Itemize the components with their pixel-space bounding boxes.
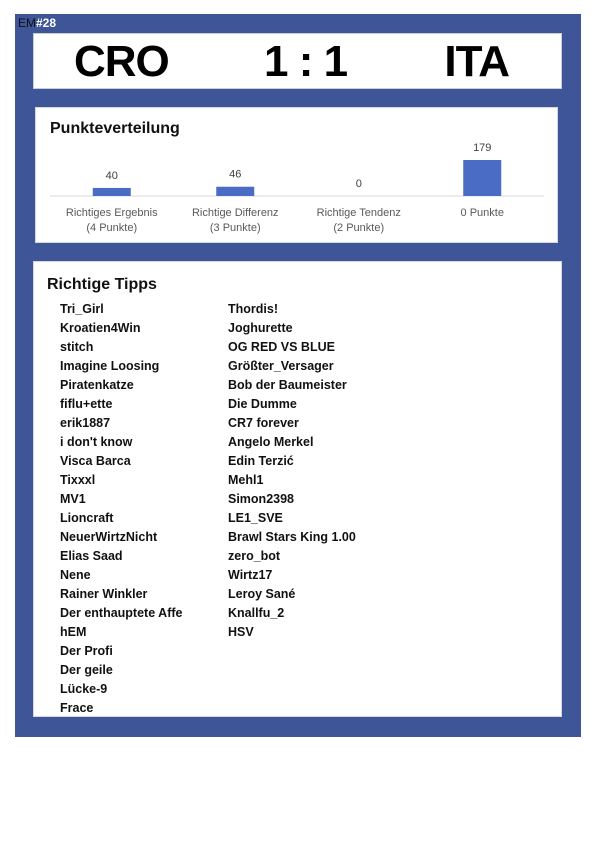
match-number-label: #28 <box>36 16 57 30</box>
tip-name: Kroatien4Win <box>60 321 141 335</box>
final-score: 1 : 1 <box>264 37 348 86</box>
match-prefix: EM <box>18 16 36 30</box>
tip-name: Wirtz17 <box>228 568 273 582</box>
chart-title: Punkteverteilung <box>50 120 180 137</box>
tip-name: CR7 forever <box>228 416 299 430</box>
tip-name: Piratenkatze <box>60 378 134 392</box>
tip-name: Lücke-9 <box>60 682 108 696</box>
correct-tips-title: Richtige Tipps <box>47 276 157 293</box>
tip-name: Frace <box>60 701 94 715</box>
scoreboard <box>33 33 562 89</box>
tip-name: Elias Saad <box>60 549 123 563</box>
tip-name: LE1_SVE <box>228 511 283 525</box>
tip-name: stitch <box>60 340 94 354</box>
tip-name: OG RED VS BLUE <box>228 340 335 354</box>
tip-name: Rainer Winkler <box>60 587 148 601</box>
data-label: 0 <box>355 178 362 190</box>
data-label: 179 <box>473 142 492 154</box>
category-label: (2 Punkte) <box>333 222 385 234</box>
bar-chart <box>36 108 559 244</box>
data-label: 40 <box>105 169 118 182</box>
tip-name: Der Profi <box>60 644 113 658</box>
tip-name: Angelo Merkel <box>228 435 314 449</box>
tip-name: Der geile <box>60 663 113 677</box>
tip-name: Tixxxl <box>60 473 96 487</box>
tips-column-1 <box>60 300 182 718</box>
tip-name: Bob der Baumeister <box>228 378 347 392</box>
points-distribution-chart <box>35 107 558 243</box>
tip-name: i don't know <box>60 435 133 449</box>
tips-column-2 <box>228 300 356 642</box>
bar <box>463 160 501 196</box>
tip-name: hEM <box>60 625 87 639</box>
tip-name: Brawl Stars King 1.00 <box>228 530 356 544</box>
home-team: CRO <box>74 37 169 86</box>
tip-name: zero_bot <box>228 549 281 563</box>
tip-name: Mehl1 <box>228 473 264 487</box>
tip-name: Nene <box>60 568 91 582</box>
bar <box>93 188 131 196</box>
category-label: Richtige Differenz <box>191 207 279 219</box>
category-label: Richtige Tendenz <box>316 207 401 219</box>
tip-name: Simon2398 <box>228 492 295 506</box>
tip-name: erik1887 <box>60 416 111 430</box>
tip-name: NeuerWirtzNicht <box>60 530 158 544</box>
away-team: ITA <box>444 37 509 86</box>
tip-name: Imagine Loosing <box>60 359 160 373</box>
tip-name: Knallfu_2 <box>228 606 285 620</box>
category-label: Richtiges Ergebnis <box>65 207 158 219</box>
match-number <box>18 16 56 30</box>
tip-name: Tri_Girl <box>60 302 104 316</box>
tip-name: Die Dumme <box>228 397 297 411</box>
tip-name: fiflu+ette <box>60 397 113 411</box>
tip-name: Visca Barca <box>60 454 131 468</box>
tip-name: Edin Terzić <box>228 454 294 468</box>
tip-name: Joghurette <box>228 321 293 335</box>
correct-tips-panel <box>33 261 562 717</box>
tip-name: Lioncraft <box>60 511 114 525</box>
tip-name: MV1 <box>60 492 86 506</box>
tip-name: HSV <box>228 625 254 639</box>
tip-name: Thordis! <box>228 302 278 316</box>
category-label: 0 Punkte <box>460 207 504 219</box>
bar <box>216 187 254 196</box>
category-label: (3 Punkte) <box>209 222 261 234</box>
data-label: 46 <box>229 168 242 181</box>
tip-name: Leroy Sané <box>228 587 296 601</box>
tip-name: Größter_Versager <box>228 359 334 373</box>
tip-name: Der enthauptete Affe <box>60 606 183 620</box>
category-label: (4 Punkte) <box>86 222 138 234</box>
